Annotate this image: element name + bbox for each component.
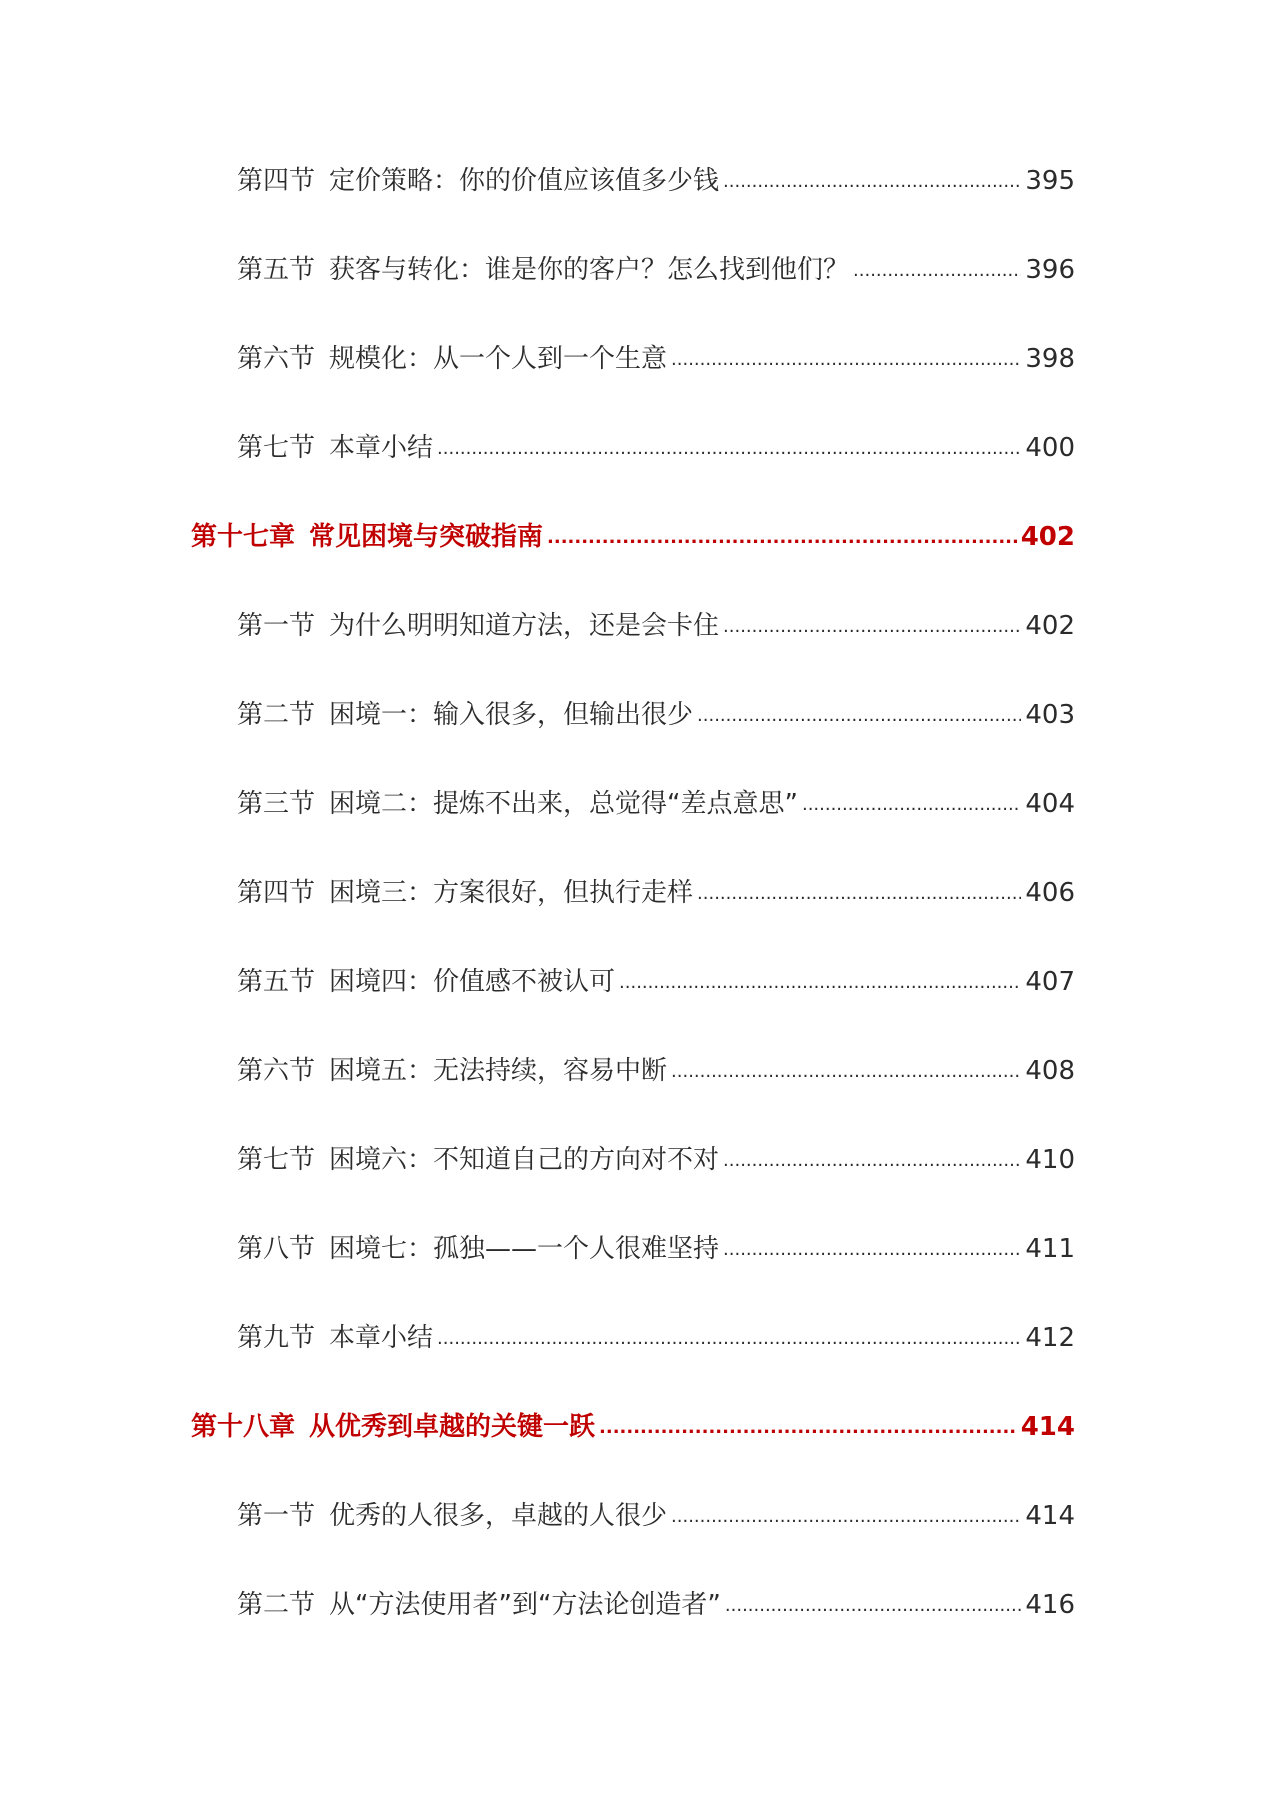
- dot-leader: [853, 253, 1021, 283]
- toc-entry-label: [237, 872, 693, 909]
- toc-entry-label: [237, 1139, 719, 1176]
- toc-entry-number: 第八节: [237, 1234, 316, 1264]
- toc-entry-chapter[interactable]: [191, 516, 1075, 605]
- toc-entry-label: [237, 1495, 667, 1532]
- dot-leader: [697, 876, 1021, 906]
- toc-entry-number: 第三节: [237, 789, 316, 819]
- toc-entry-label: [237, 427, 433, 464]
- toc-entry-title: 困境五：无法持续，容易中断: [329, 1056, 668, 1086]
- toc-entry-title: 困境四：价值感不被认可: [329, 967, 616, 997]
- toc-entry-section[interactable]: [191, 783, 1075, 872]
- toc-entry-title: 规模化：从一个人到一个生意: [329, 344, 668, 374]
- toc-entry-label: [191, 516, 543, 553]
- toc-entry-page: 411: [1025, 1234, 1075, 1264]
- toc-entry-label: [237, 783, 798, 820]
- dot-leader: [671, 1054, 1021, 1084]
- toc-entry-title: 从优秀到卓越的关键一跃: [309, 1412, 596, 1442]
- toc-entry-number: 第四节: [237, 878, 316, 908]
- toc-entry-label: [237, 605, 719, 642]
- toc-entry-title: 常见困境与突破指南: [309, 522, 544, 552]
- toc-entry-page: 404: [1025, 789, 1075, 819]
- toc-entry-title: 本章小结: [329, 1323, 434, 1353]
- toc-entry-section[interactable]: [191, 1050, 1075, 1139]
- toc-entry-number: 第六节: [237, 1056, 316, 1086]
- dot-leader: [599, 1410, 1017, 1440]
- toc-entry-section[interactable]: [191, 160, 1075, 249]
- toc-entry-label: [237, 249, 849, 286]
- dot-leader: [725, 1588, 1021, 1618]
- toc-entry-section[interactable]: [191, 338, 1075, 427]
- toc-entry-number: 第四节: [237, 166, 316, 196]
- toc-entry-page: 395: [1025, 166, 1075, 196]
- toc-entry-label: [237, 1584, 721, 1621]
- dot-leader: [723, 609, 1021, 639]
- dot-leader: [619, 965, 1021, 995]
- toc-entry-title: 困境三：方案很好，但执行走样: [329, 878, 694, 908]
- dot-leader: [723, 1143, 1021, 1173]
- toc-entry-label: [237, 160, 719, 197]
- dot-leader: [547, 520, 1017, 550]
- dot-leader: [671, 1499, 1021, 1529]
- dot-leader: [802, 787, 1021, 817]
- toc-entry-section[interactable]: [191, 1584, 1075, 1673]
- toc-entry-number: 第六节: [237, 344, 316, 374]
- toc-entry-page: 402: [1020, 522, 1075, 552]
- toc-entry-title: 优秀的人很多，卓越的人很少: [329, 1501, 668, 1531]
- toc-entry-section[interactable]: [191, 605, 1075, 694]
- toc-entry-section[interactable]: [191, 961, 1075, 1050]
- toc-entry-label: [237, 338, 667, 375]
- toc-entry-page: 403: [1025, 700, 1075, 730]
- toc-entry-section[interactable]: [191, 872, 1075, 961]
- toc-entry-number: 第五节: [237, 255, 316, 285]
- toc-entry-label: [237, 1317, 433, 1354]
- dot-leader: [723, 164, 1021, 194]
- toc-entry-number: 第十七章: [191, 522, 296, 552]
- toc-entry-number: 第九节: [237, 1323, 316, 1353]
- toc-entry-number: 第七节: [237, 433, 316, 463]
- toc-entry-page: 412: [1025, 1323, 1075, 1353]
- toc-entry-section[interactable]: [191, 1495, 1075, 1584]
- toc-entry-page: 410: [1025, 1145, 1075, 1175]
- toc-entry-label: [237, 694, 693, 731]
- toc-entry-title: 定价策略：你的价值应该值多少钱: [329, 166, 720, 196]
- toc-entry-section[interactable]: [191, 694, 1075, 783]
- toc-entry-section[interactable]: [191, 1317, 1075, 1406]
- dot-leader: [437, 431, 1021, 461]
- toc-entry-title: 困境一：输入很多，但输出很少: [329, 700, 694, 730]
- toc-entry-title: 困境二：提炼不出来，总觉得“差点意思”: [329, 789, 798, 819]
- dot-leader: [437, 1321, 1021, 1351]
- toc-entry-page: 402: [1025, 611, 1075, 641]
- toc-entry-section[interactable]: [191, 427, 1075, 516]
- toc-entry-label: [237, 1050, 667, 1087]
- toc-entry-section[interactable]: [191, 249, 1075, 338]
- toc-entry-page: 400: [1025, 433, 1075, 463]
- dot-leader: [671, 342, 1021, 372]
- toc-entry-title: 本章小结: [329, 433, 434, 463]
- toc-entry-title: 困境六：不知道自己的方向对不对: [329, 1145, 720, 1175]
- toc-entry-page: 398: [1025, 344, 1075, 374]
- toc-entry-title: 获客与转化：谁是你的客户？怎么找到他们？: [329, 255, 850, 285]
- toc-entry-label: [237, 961, 615, 998]
- toc-entry-number: 第二节: [237, 1590, 316, 1620]
- toc-entry-title: 为什么明明知道方法，还是会卡住: [329, 611, 720, 641]
- dot-leader: [723, 1232, 1021, 1262]
- toc-entry-page: 414: [1020, 1412, 1075, 1442]
- toc-entry-title: 从“方法使用者”到“方法论创造者”: [329, 1590, 721, 1620]
- toc-entry-chapter[interactable]: [191, 1406, 1075, 1495]
- toc-entry-title: 困境七：孤独——一个人很难坚持: [329, 1234, 720, 1264]
- toc-entry-label: [237, 1228, 719, 1265]
- toc-entry-page: 396: [1025, 255, 1075, 285]
- toc-entry-page: 416: [1025, 1590, 1075, 1620]
- dot-leader: [697, 698, 1021, 728]
- toc-entry-page: 407: [1025, 967, 1075, 997]
- toc-entry-number: 第七节: [237, 1145, 316, 1175]
- toc-entry-number: 第十八章: [191, 1412, 296, 1442]
- toc-entry-section[interactable]: [191, 1228, 1075, 1317]
- toc-entry-number: 第二节: [237, 700, 316, 730]
- toc-entry-page: 408: [1025, 1056, 1075, 1086]
- toc-entry-page: 406: [1025, 878, 1075, 908]
- toc-entry-number: 第一节: [237, 611, 316, 641]
- toc-entry-section[interactable]: [191, 1139, 1075, 1228]
- table-of-contents: [191, 160, 1075, 1673]
- toc-entry-label: [191, 1406, 595, 1443]
- toc-entry-page: 414: [1025, 1501, 1075, 1531]
- toc-entry-number: 第五节: [237, 967, 316, 997]
- toc-entry-number: 第一节: [237, 1501, 316, 1531]
